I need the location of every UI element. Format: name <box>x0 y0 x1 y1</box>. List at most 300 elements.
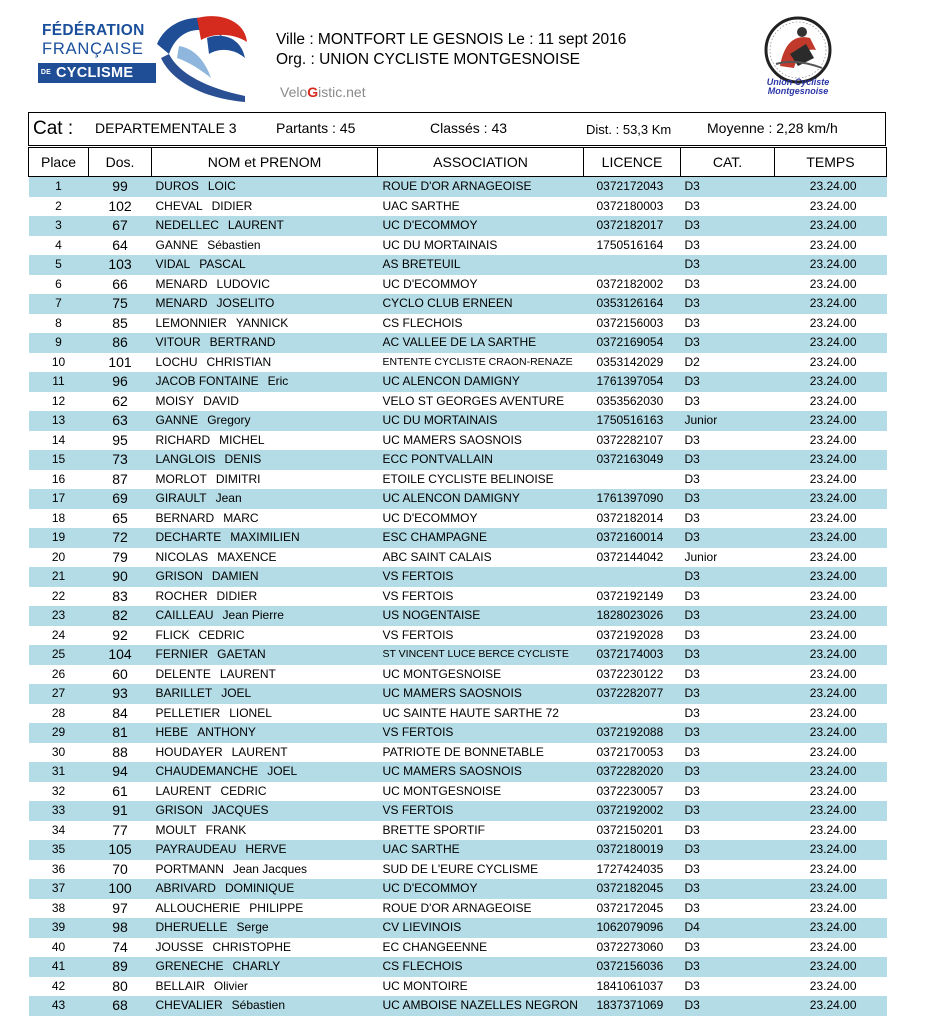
cell-association: VS FERTOIS <box>378 626 584 646</box>
cell-firstname: LAURENT <box>227 218 284 232</box>
cell-firstname: LOIC <box>207 179 236 193</box>
cell-dos: 88 <box>89 743 152 763</box>
cell-place: 6 <box>29 275 89 295</box>
cell-name <box>152 489 378 509</box>
race-info-bar <box>28 112 886 146</box>
page-header <box>0 0 934 110</box>
classes-count: Classés : 43 <box>430 120 508 136</box>
event-info <box>276 30 626 70</box>
cell-firstname: Olivier <box>213 978 248 993</box>
cell-cat: D4 <box>681 918 775 938</box>
cell-firstname: CEDRIC <box>198 627 245 642</box>
cell-association: UC DU MORTAINAIS <box>378 411 584 431</box>
cell-temps: 23.24.00 <box>775 275 887 295</box>
event-organizer: Org. : UNION CYCLISTE MONTGESNOISE <box>276 51 581 68</box>
race-average-speed: Moyenne : 2,28 km/h <box>707 120 838 136</box>
cell-cat: D3 <box>681 723 775 743</box>
cell-association: UC MAMERS SAOSNOIS <box>378 431 584 451</box>
cell-name <box>152 762 378 782</box>
cell-name <box>152 177 378 197</box>
cell-dos: 79 <box>89 548 152 568</box>
cell-licence: 0372182014 <box>584 509 681 529</box>
cell-firstname: DAVID <box>203 393 239 408</box>
table-row <box>29 431 887 451</box>
cell-place: 2 <box>29 197 89 217</box>
cell-firstname: MICHEL <box>219 432 265 447</box>
cell-firstname: MARC <box>223 510 259 525</box>
cell-place: 38 <box>29 899 89 919</box>
cell-place: 17 <box>29 489 89 509</box>
table-row <box>29 899 887 919</box>
cell-name <box>152 333 378 353</box>
cell-place: 20 <box>29 548 89 568</box>
cell-cat: D3 <box>681 236 775 256</box>
cell-place: 32 <box>29 782 89 802</box>
col-header-place: Place <box>29 148 89 177</box>
cell-firstname: ANTHONY <box>197 725 256 739</box>
cell-lastname: NICOLAS <box>155 549 209 564</box>
cell-dos: 84 <box>89 704 152 724</box>
table-row <box>29 353 887 373</box>
cell-lastname: JACOB FONTAINE <box>155 374 259 388</box>
table-row <box>29 782 887 802</box>
table-row <box>29 626 887 646</box>
ffc-swoosh-icon <box>149 14 249 104</box>
club-logo <box>740 14 856 110</box>
cell-licence: 0353562030 <box>584 392 681 412</box>
cell-association: VS FERTOIS <box>378 587 584 607</box>
cell-dos: 86 <box>89 333 152 353</box>
cell-temps: 23.24.00 <box>775 801 887 821</box>
cell-licence: 1750516164 <box>584 236 681 256</box>
cell-licence: 1841061037 <box>584 977 681 997</box>
cell-licence: 0372282077 <box>584 684 681 704</box>
table-row <box>29 548 887 568</box>
cell-licence: 0372282020 <box>584 762 681 782</box>
cell-place: 36 <box>29 860 89 880</box>
cell-lastname: LOCHU <box>155 354 198 369</box>
cell-place: 18 <box>29 509 89 529</box>
table-row <box>29 840 887 860</box>
club-wheel-icon <box>740 14 856 84</box>
cell-licence <box>584 704 681 724</box>
cell-licence: 1761397054 <box>584 372 681 392</box>
cell-firstname: MAXENCE <box>217 549 277 564</box>
cell-cat: D3 <box>681 743 775 763</box>
ffc-logo-bar <box>38 63 156 83</box>
cell-temps: 23.24.00 <box>775 489 887 509</box>
cell-dos: 97 <box>89 899 152 919</box>
cell-association: VS FERTOIS <box>378 801 584 821</box>
results-table <box>28 147 887 1016</box>
cell-firstname: JACQUES <box>211 803 269 817</box>
cell-name <box>152 879 378 899</box>
cell-licence: 1837371069 <box>584 996 681 1016</box>
cell-association: UAC SARTHE <box>378 840 584 860</box>
cell-name <box>152 236 378 256</box>
cell-temps: 23.24.00 <box>775 333 887 353</box>
cell-lastname: DELENTE <box>155 666 211 681</box>
cell-cat: D3 <box>681 626 775 646</box>
ffc-logo <box>34 14 246 104</box>
cell-cat: D2 <box>681 353 775 373</box>
cell-firstname: YANNICK <box>235 315 289 330</box>
cell-association: AC VALLEE DE LA SARTHE <box>378 333 584 353</box>
table-row <box>29 860 887 880</box>
cell-temps: 23.24.00 <box>775 606 887 626</box>
cell-dos: 81 <box>89 723 152 743</box>
cell-dos: 94 <box>89 762 152 782</box>
cell-name <box>152 626 378 646</box>
cell-place: 16 <box>29 470 89 490</box>
table-row <box>29 684 887 704</box>
cell-temps: 23.24.00 <box>775 470 887 490</box>
cell-place: 11 <box>29 372 89 392</box>
cell-cat: D3 <box>681 762 775 782</box>
cell-temps: 23.24.00 <box>775 177 887 197</box>
cell-name <box>152 314 378 334</box>
col-header-temps: TEMPS <box>775 148 887 177</box>
cell-firstname: Jean Jacques <box>232 861 308 876</box>
cell-association: CV LIEVINOIS <box>378 918 584 938</box>
cell-temps: 23.24.00 <box>775 840 887 860</box>
cell-association: UC D'ECOMMOY <box>378 509 584 529</box>
cell-dos: 74 <box>89 938 152 958</box>
cell-firstname: PASCAL <box>199 257 246 271</box>
cell-temps: 23.24.00 <box>775 762 887 782</box>
cell-temps: 23.24.00 <box>775 567 887 587</box>
cell-name <box>152 606 378 626</box>
cell-lastname: LAURENT <box>155 783 212 798</box>
cell-firstname: MAXIMILIEN <box>230 530 300 544</box>
cell-licence: 0372156036 <box>584 957 681 977</box>
cell-place: 25 <box>29 645 89 665</box>
cell-firstname: FRANK <box>205 822 247 837</box>
cell-place: 40 <box>29 938 89 958</box>
cell-firstname: DIDIER <box>211 198 253 213</box>
cell-place: 37 <box>29 879 89 899</box>
cell-lastname: CAILLEAU <box>155 608 214 622</box>
table-row <box>29 606 887 626</box>
ffc-logo-line1: FÉDÉRATION <box>42 22 145 39</box>
cell-temps: 23.24.00 <box>775 899 887 919</box>
cell-cat: D3 <box>681 392 775 412</box>
results-header-row <box>29 148 887 177</box>
cat-label: Cat : <box>33 118 74 139</box>
cell-cat: Junior <box>681 411 775 431</box>
cell-firstname: Sébastien <box>231 998 286 1012</box>
table-row <box>29 821 887 841</box>
cell-temps: 23.24.00 <box>775 548 887 568</box>
cell-name <box>152 509 378 529</box>
cell-place: 30 <box>29 743 89 763</box>
cell-cat: D3 <box>681 782 775 802</box>
cell-name <box>152 918 378 938</box>
cell-association: UC MAMERS SAOSNOIS <box>378 684 584 704</box>
cell-temps: 23.24.00 <box>775 957 887 977</box>
cell-association: SUD DE L'EURE CYCLISME <box>378 860 584 880</box>
cell-lastname: MENARD <box>155 296 208 310</box>
cell-place: 24 <box>29 626 89 646</box>
cell-dos: 103 <box>89 255 152 275</box>
cell-firstname: Jean <box>215 491 242 505</box>
cell-cat: D3 <box>681 431 775 451</box>
cell-temps: 23.24.00 <box>775 938 887 958</box>
cell-licence: 0372170053 <box>584 743 681 763</box>
cell-licence: 1062079096 <box>584 918 681 938</box>
cell-cat: D3 <box>681 567 775 587</box>
cell-association: UC D'ECOMMOY <box>378 879 584 899</box>
cell-temps: 23.24.00 <box>775 450 887 470</box>
cell-place: 41 <box>29 957 89 977</box>
cell-cat: D3 <box>681 275 775 295</box>
cell-association: UC D'ECOMMOY <box>378 216 584 236</box>
cell-cat: D3 <box>681 821 775 841</box>
cell-name <box>152 294 378 314</box>
cell-dos: 90 <box>89 567 152 587</box>
cell-dos: 63 <box>89 411 152 431</box>
table-row <box>29 372 887 392</box>
cell-place: 1 <box>29 177 89 197</box>
table-row <box>29 470 887 490</box>
cell-firstname: JOEL <box>221 686 252 700</box>
table-row <box>29 216 887 236</box>
cell-lastname: DUROS <box>155 179 199 193</box>
table-row <box>29 450 887 470</box>
table-row <box>29 294 887 314</box>
table-row <box>29 567 887 587</box>
cell-name <box>152 450 378 470</box>
cell-cat: D3 <box>681 177 775 197</box>
cell-firstname: LIONEL <box>229 705 272 720</box>
cell-lastname: PORTMANN <box>155 861 224 876</box>
cell-dos: 66 <box>89 275 152 295</box>
cell-cat: D3 <box>681 509 775 529</box>
cell-cat: D3 <box>681 957 775 977</box>
cell-association: VS FERTOIS <box>378 567 584 587</box>
cell-lastname: VIDAL <box>155 257 191 271</box>
cell-cat: D3 <box>681 996 775 1016</box>
cell-dos: 96 <box>89 372 152 392</box>
cell-lastname: MOISY <box>155 393 195 408</box>
cell-dos: 104 <box>89 645 152 665</box>
cell-association: UC AMBOISE NAZELLES NEGRON <box>378 996 584 1016</box>
cell-association: ENTENTE CYCLISTE CRAON-RENAZE <box>378 353 584 373</box>
cell-firstname: Jean Pierre <box>222 608 284 622</box>
cell-name <box>152 255 378 275</box>
cell-lastname: FERNIER <box>155 647 209 661</box>
race-distance: Dist. : 53,3 Km <box>586 122 672 137</box>
table-row <box>29 587 887 607</box>
cell-place: 10 <box>29 353 89 373</box>
cell-dos: 105 <box>89 840 152 860</box>
cell-cat: D3 <box>681 840 775 860</box>
cell-temps: 23.24.00 <box>775 743 887 763</box>
cell-licence: 0372192028 <box>584 626 681 646</box>
cell-licence: 0372182002 <box>584 275 681 295</box>
cell-licence: 0372144042 <box>584 548 681 568</box>
cell-dos: 64 <box>89 236 152 256</box>
cell-temps: 23.24.00 <box>775 645 887 665</box>
cell-dos: 91 <box>89 801 152 821</box>
cell-name <box>152 840 378 860</box>
cell-temps: 23.24.00 <box>775 723 887 743</box>
cell-lastname: PELLETIER <box>155 705 221 720</box>
cell-dos: 77 <box>89 821 152 841</box>
cell-association: ROUE D'OR ARNAGEOISE <box>378 177 584 197</box>
table-row <box>29 957 887 977</box>
cell-cat: D3 <box>681 879 775 899</box>
table-row <box>29 801 887 821</box>
cell-name <box>152 860 378 880</box>
cell-cat: D3 <box>681 977 775 997</box>
table-row <box>29 938 887 958</box>
table-row <box>29 665 887 685</box>
cell-place: 29 <box>29 723 89 743</box>
cell-association: UC ALENCON DAMIGNY <box>378 372 584 392</box>
cell-lastname: NEDELLEC <box>155 218 219 232</box>
cell-association: UC MONTGESNOISE <box>378 665 584 685</box>
table-row <box>29 528 887 548</box>
cell-association: UC D'ECOMMOY <box>378 275 584 295</box>
cell-name <box>152 392 378 412</box>
cell-association: AS BRETEUIL <box>378 255 584 275</box>
cell-licence: 0353142029 <box>584 353 681 373</box>
cell-association: BRETTE SPORTIF <box>378 821 584 841</box>
cell-name <box>152 996 378 1016</box>
cell-cat: D3 <box>681 294 775 314</box>
cell-firstname: LUDOVIC <box>216 276 270 291</box>
cell-association: UC MONTGESNOISE <box>378 782 584 802</box>
cell-temps: 23.24.00 <box>775 431 887 451</box>
cell-cat: D3 <box>681 450 775 470</box>
cell-firstname: LAURENT <box>231 744 288 759</box>
cell-association: EC CHANGEENNE <box>378 938 584 958</box>
table-row <box>29 275 887 295</box>
cell-temps: 23.24.00 <box>775 782 887 802</box>
table-row <box>29 489 887 509</box>
table-row <box>29 762 887 782</box>
cell-association: ROUE D'OR ARNAGEOISE <box>378 899 584 919</box>
cell-licence: 0372230057 <box>584 782 681 802</box>
cell-licence: 0372192149 <box>584 587 681 607</box>
table-row <box>29 411 887 431</box>
cell-association: ABC SAINT CALAIS <box>378 548 584 568</box>
cell-place: 9 <box>29 333 89 353</box>
cell-place: 39 <box>29 918 89 938</box>
cell-temps: 23.24.00 <box>775 587 887 607</box>
cell-dos: 102 <box>89 197 152 217</box>
cell-name <box>152 548 378 568</box>
table-row <box>29 645 887 665</box>
cell-dos: 87 <box>89 470 152 490</box>
cell-firstname: CHRISTOPHE <box>212 939 291 954</box>
cell-firstname: Gregory <box>207 413 251 427</box>
cell-firstname: BERTRAND <box>209 335 276 349</box>
table-row <box>29 255 887 275</box>
cell-dos: 92 <box>89 626 152 646</box>
cell-association: UC ALENCON DAMIGNY <box>378 489 584 509</box>
cell-licence: 0372192002 <box>584 801 681 821</box>
cell-place: 5 <box>29 255 89 275</box>
cell-licence: 0372180019 <box>584 840 681 860</box>
cell-firstname: PHILIPPE <box>249 900 304 915</box>
cell-name <box>152 587 378 607</box>
cell-lastname: BERNARD <box>155 510 215 525</box>
cell-place: 22 <box>29 587 89 607</box>
cell-temps: 23.24.00 <box>775 509 887 529</box>
cell-lastname: RICHARD <box>155 432 211 447</box>
partants-count: Partants : 45 <box>276 120 356 136</box>
cell-association: VELO ST GEORGES AVENTURE <box>378 392 584 412</box>
cell-firstname: DAMIEN <box>211 569 259 583</box>
cell-association: ECC PONTVALLAIN <box>378 450 584 470</box>
cell-dos: 95 <box>89 431 152 451</box>
cell-temps: 23.24.00 <box>775 704 887 724</box>
cell-temps: 23.24.00 <box>775 197 887 217</box>
cell-lastname: GANNE <box>155 413 199 427</box>
cell-dos: 89 <box>89 957 152 977</box>
cell-lastname: PAYRAUDEAU <box>155 842 237 856</box>
cell-cat: D3 <box>681 470 775 490</box>
cell-place: 19 <box>29 528 89 548</box>
cell-licence <box>584 567 681 587</box>
table-row <box>29 236 887 256</box>
cell-place: 8 <box>29 314 89 334</box>
cell-association: UC SAINTE HAUTE SARTHE 72 <box>378 704 584 724</box>
cell-cat: D3 <box>681 197 775 217</box>
cell-place: 27 <box>29 684 89 704</box>
cell-lastname: LANGLOIS <box>155 452 216 466</box>
cell-licence <box>584 255 681 275</box>
cell-dos: 93 <box>89 684 152 704</box>
velogistic-logo: VeloGistic.net <box>280 84 366 100</box>
cell-association: UAC SARTHE <box>378 197 584 217</box>
cell-lastname: ABRIVARD <box>155 881 216 895</box>
cell-firstname: DENIS <box>224 452 262 466</box>
cell-association: UC MAMERS SAOSNOIS <box>378 762 584 782</box>
cell-lastname: MOULT <box>155 822 197 837</box>
cell-temps: 23.24.00 <box>775 626 887 646</box>
cell-name <box>152 353 378 373</box>
cell-place: 14 <box>29 431 89 451</box>
cell-dos: 62 <box>89 392 152 412</box>
cell-place: 28 <box>29 704 89 724</box>
cell-association: ETOILE CYCLISTE BELINOISE <box>378 470 584 490</box>
cell-lastname: FLICK <box>155 627 190 642</box>
cell-lastname: GRISON <box>155 803 203 817</box>
cell-name <box>152 899 378 919</box>
cell-name <box>152 801 378 821</box>
event-location-date: Ville : MONTFORT LE GESNOIS Le : 11 sept 2016 <box>276 31 627 48</box>
cell-name <box>152 567 378 587</box>
table-row <box>29 314 887 334</box>
cell-cat: D3 <box>681 665 775 685</box>
col-header-licence: LICENCE <box>584 148 681 177</box>
cell-licence: 0372169054 <box>584 333 681 353</box>
cell-dos: 60 <box>89 665 152 685</box>
table-row <box>29 996 887 1016</box>
race-category: DEPARTEMENTALE 3 <box>95 120 237 136</box>
cell-lastname: VITOUR <box>155 335 201 349</box>
cell-association: CYCLO CLUB ERNEEN <box>378 294 584 314</box>
cell-dos: 100 <box>89 879 152 899</box>
cell-licence: 1828023026 <box>584 606 681 626</box>
cell-name <box>152 665 378 685</box>
ffc-logo-line2: FRANÇAISE <box>42 40 144 58</box>
cell-licence: 0372282107 <box>584 431 681 451</box>
cell-dos: 101 <box>89 353 152 373</box>
